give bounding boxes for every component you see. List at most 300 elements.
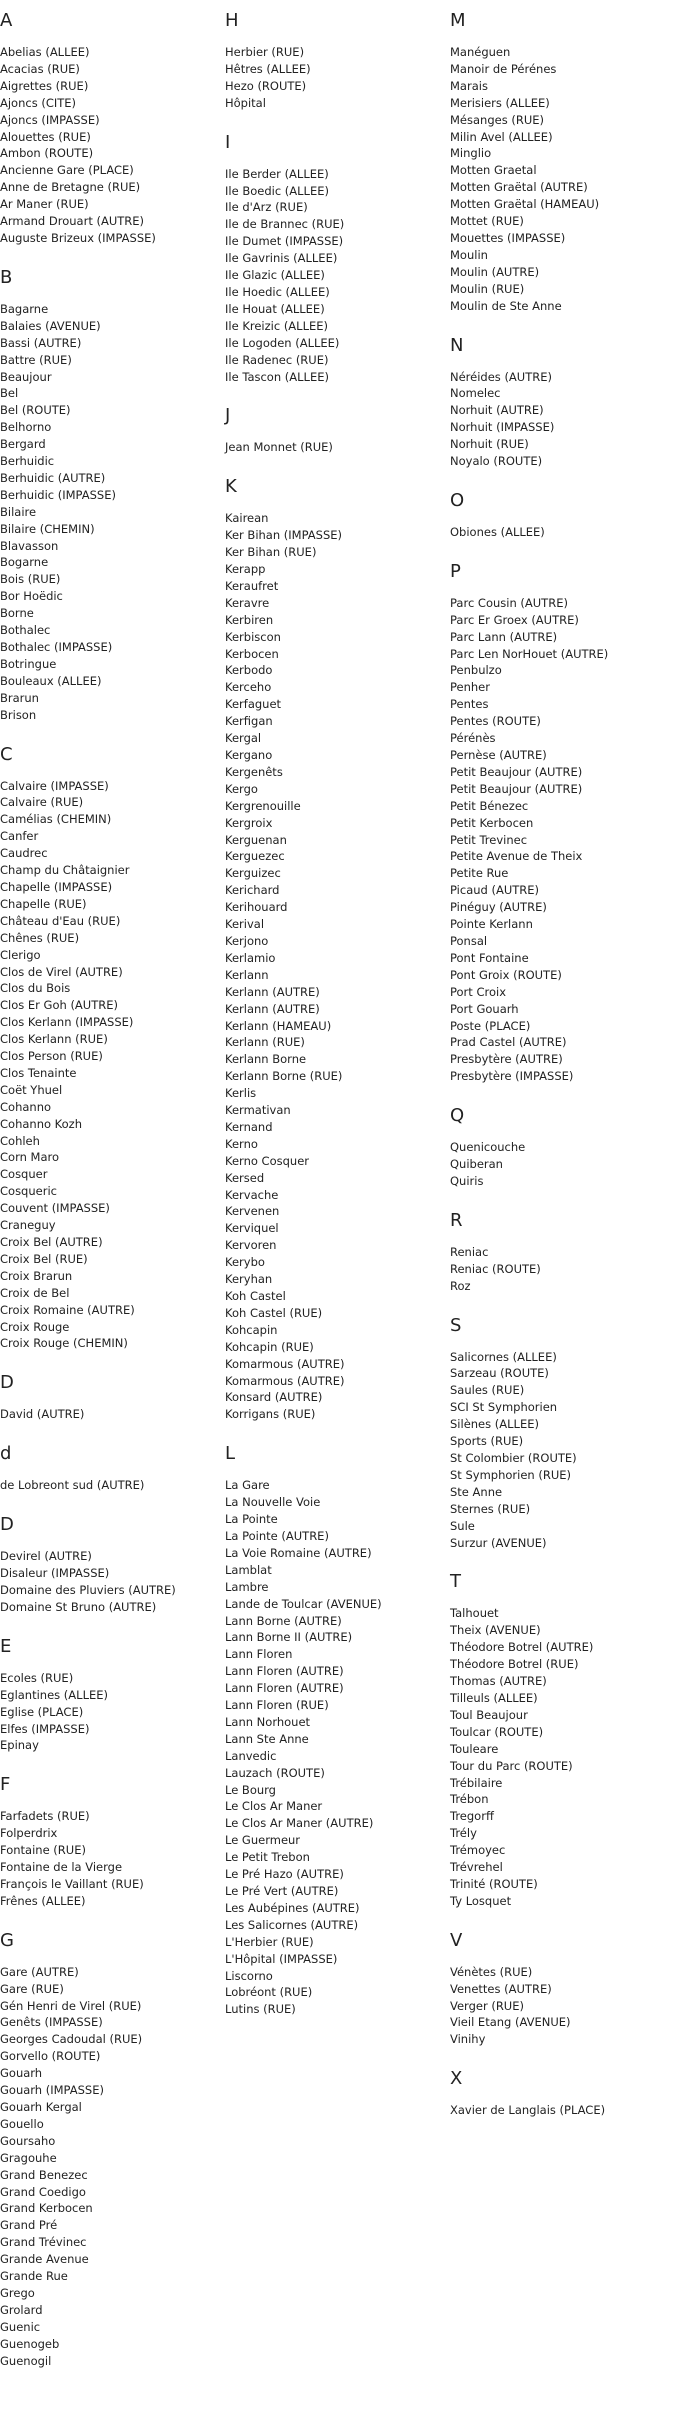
- street-item[interactable]: Bagarne: [0, 301, 49, 316]
- street-item[interactable]: Moulin (RUE): [450, 281, 525, 296]
- street-item[interactable]: Lann Floren (RUE): [225, 1698, 329, 1713]
- street-item[interactable]: Kerlann (AUTRE): [225, 984, 320, 999]
- street-item[interactable]: Konsard (AUTRE): [225, 1390, 323, 1405]
- street-item[interactable]: David (AUTRE): [0, 1407, 85, 1422]
- street-item[interactable]: Bor Hoëdic: [0, 589, 63, 604]
- street-item[interactable]: Mouettes (IMPASSE): [450, 230, 566, 245]
- street-item[interactable]: Tour du Parc (ROUTE): [450, 1758, 573, 1773]
- street-item[interactable]: Ajoncs (CITE): [0, 95, 77, 110]
- street-item[interactable]: Pentes (ROUTE): [450, 714, 541, 729]
- street-item[interactable]: Pointe Kerlann: [450, 917, 533, 932]
- street-item[interactable]: Kerjono: [225, 933, 269, 948]
- street-item[interactable]: Trinité (ROUTE): [450, 1876, 538, 1891]
- street-item[interactable]: Herbier (RUE): [225, 45, 305, 59]
- street-item[interactable]: Croix Bel (RUE): [0, 1251, 88, 1266]
- street-item[interactable]: Cosquer: [0, 1167, 48, 1182]
- street-item[interactable]: Pérénès: [450, 731, 496, 746]
- street-item[interactable]: Pont Groix (ROUTE): [450, 967, 562, 982]
- street-item[interactable]: Surzur (AVENUE): [450, 1535, 547, 1550]
- street-item[interactable]: Silènes (ALLEE): [450, 1417, 539, 1432]
- street-item[interactable]: Moulin (AUTRE): [450, 264, 540, 279]
- street-item[interactable]: Sternes (RUE): [450, 1501, 531, 1516]
- street-item[interactable]: Manéguen: [450, 45, 511, 59]
- street-item[interactable]: Hezo (ROUTE): [225, 78, 307, 93]
- street-item[interactable]: L'Herbier (RUE): [225, 1934, 314, 1949]
- street-item[interactable]: Croix Romaine (AUTRE): [0, 1302, 135, 1317]
- street-item[interactable]: Théodore Botrel (RUE): [450, 1657, 579, 1672]
- street-item[interactable]: Le Pré Hazo (AUTRE): [225, 1867, 344, 1882]
- street-item[interactable]: Xavier de Langlais (PLACE): [450, 2103, 606, 2118]
- street-item[interactable]: Grolard: [0, 2302, 43, 2317]
- street-item[interactable]: Kerbocen: [225, 646, 279, 661]
- street-item[interactable]: Korrigans (RUE): [225, 1407, 316, 1422]
- street-item[interactable]: Pont Fontaine: [450, 950, 529, 965]
- street-item[interactable]: Ile de Brannec (RUE): [225, 217, 345, 232]
- street-item[interactable]: Kerceho: [225, 680, 272, 695]
- street-item[interactable]: Petit Trevinec: [450, 832, 528, 847]
- street-item[interactable]: Corn Maro: [0, 1150, 60, 1165]
- street-item[interactable]: Ile Hoedic (ALLEE): [225, 284, 330, 299]
- street-item[interactable]: Ile Dumet (IMPASSE): [225, 234, 344, 249]
- street-item[interactable]: Saules (RUE): [450, 1383, 525, 1398]
- street-item[interactable]: Penbulzo: [450, 663, 502, 678]
- street-item[interactable]: Reniac (ROUTE): [450, 1261, 541, 1276]
- street-item[interactable]: Verger (RUE): [450, 1998, 524, 2013]
- street-item[interactable]: Farfadets (RUE): [0, 1809, 90, 1824]
- street-item[interactable]: Vieil Etang (AVENUE): [450, 2015, 571, 2030]
- street-item[interactable]: Kerlis: [225, 1086, 257, 1101]
- street-item[interactable]: Gouarh: [0, 2066, 43, 2081]
- street-item[interactable]: Ile Tascon (ALLEE): [225, 369, 329, 384]
- street-item[interactable]: Aigrettes (RUE): [0, 78, 89, 93]
- street-item[interactable]: Minglio: [450, 146, 492, 161]
- street-item[interactable]: Ambon (ROUTE): [0, 146, 94, 161]
- street-item[interactable]: Parc Len NorHouet (AUTRE): [450, 646, 609, 661]
- street-item[interactable]: Frênes (ALLEE): [0, 1893, 86, 1908]
- street-item[interactable]: Chênes (RUE): [0, 930, 80, 945]
- street-item[interactable]: Kerihouard: [225, 900, 288, 915]
- street-item[interactable]: Komarmous (AUTRE): [225, 1356, 345, 1371]
- street-item[interactable]: Cohleh: [0, 1133, 40, 1148]
- street-item[interactable]: Guenic: [0, 2319, 41, 2334]
- street-item[interactable]: Calvaire (RUE): [0, 795, 84, 810]
- street-item[interactable]: Kermativan: [225, 1103, 291, 1118]
- street-item[interactable]: Lann Ste Anne: [225, 1731, 309, 1746]
- street-item[interactable]: Beaujour: [0, 369, 52, 384]
- street-item[interactable]: Mottet (RUE): [450, 214, 524, 229]
- street-item[interactable]: Reniac: [450, 1244, 489, 1259]
- street-item[interactable]: Gare (AUTRE): [0, 1964, 79, 1979]
- street-item[interactable]: Bogarne: [0, 555, 49, 570]
- street-item[interactable]: Le Petit Trebon: [225, 1850, 310, 1865]
- street-item[interactable]: Lann Norhouet: [225, 1714, 311, 1729]
- street-item[interactable]: Kervoren: [225, 1238, 277, 1253]
- street-item[interactable]: Coët Yhuel: [0, 1082, 63, 1097]
- street-item[interactable]: Petit Kerbocen: [450, 815, 534, 830]
- street-item[interactable]: La Pointe (AUTRE): [225, 1528, 329, 1543]
- street-item[interactable]: Belhorno: [0, 420, 52, 435]
- street-item[interactable]: St Colombier (ROUTE): [450, 1451, 577, 1465]
- street-item[interactable]: Norhuit (AUTRE): [450, 403, 544, 418]
- street-item[interactable]: Ile Radenec (RUE): [225, 352, 329, 367]
- street-item[interactable]: Lann Floren (AUTRE): [225, 1681, 344, 1696]
- street-item[interactable]: Bassi (AUTRE): [0, 335, 82, 350]
- street-item[interactable]: Kerbodo: [225, 663, 273, 678]
- street-item[interactable]: Canfer: [0, 829, 39, 844]
- street-item[interactable]: Ker Bihan (IMPASSE): [225, 528, 343, 543]
- street-item[interactable]: Grand Coedigo: [0, 2184, 86, 2199]
- street-item[interactable]: Obiones (ALLEE): [450, 524, 545, 539]
- street-item[interactable]: Norhuit (IMPASSE): [450, 420, 555, 435]
- street-item[interactable]: Penher: [450, 680, 490, 695]
- street-item[interactable]: Parc Lann (AUTRE): [450, 629, 558, 644]
- street-item[interactable]: Gorvello (ROUTE): [0, 2049, 101, 2064]
- street-item[interactable]: Bothalec (IMPASSE): [0, 640, 113, 654]
- street-item[interactable]: Bois (RUE): [0, 572, 61, 587]
- street-item[interactable]: Ty Losquet: [450, 1893, 512, 1908]
- street-item[interactable]: Roz: [450, 1278, 471, 1293]
- street-item[interactable]: Ile d'Arz (RUE): [225, 200, 308, 215]
- street-item[interactable]: Bilaire: [0, 504, 37, 519]
- street-item[interactable]: Kerichard: [225, 883, 280, 898]
- street-item[interactable]: Norhuit (RUE): [450, 437, 529, 452]
- street-item[interactable]: Acacias (RUE): [0, 61, 80, 76]
- street-item[interactable]: Kerlann: [225, 967, 269, 982]
- street-item[interactable]: Cohanno: [0, 1099, 52, 1114]
- street-item[interactable]: Quiris: [450, 1173, 484, 1188]
- street-item[interactable]: Kerfaguet: [225, 697, 282, 712]
- street-item[interactable]: Kerguezec: [225, 849, 285, 864]
- street-item[interactable]: Kerno: [225, 1136, 258, 1151]
- street-item[interactable]: Couvent (IMPASSE): [0, 1201, 110, 1216]
- street-item[interactable]: Lauzach (ROUTE): [225, 1765, 325, 1780]
- street-item[interactable]: Le Clos Ar Maner: [225, 1799, 323, 1814]
- street-item[interactable]: Motten Graëtal (HAMEAU): [450, 197, 600, 212]
- street-item[interactable]: La Gare: [225, 1478, 270, 1493]
- street-item[interactable]: Le Clos Ar Maner (AUTRE): [225, 1816, 374, 1831]
- street-item[interactable]: Néréides (AUTRE): [450, 369, 552, 384]
- street-item[interactable]: Talhouet: [450, 1606, 499, 1621]
- street-item[interactable]: Ile Houat (ALLEE): [225, 301, 325, 316]
- street-item[interactable]: Marais: [450, 78, 488, 93]
- street-item[interactable]: Kerguizec: [225, 866, 281, 881]
- street-item[interactable]: Komarmous (AUTRE): [225, 1373, 345, 1388]
- street-item[interactable]: Toulcar (ROUTE): [450, 1724, 544, 1739]
- street-item[interactable]: Ile Logoden (ALLEE): [225, 335, 340, 350]
- street-item[interactable]: Gén Henri de Virel (RUE): [0, 1998, 142, 2013]
- street-item[interactable]: Gouarh (IMPASSE): [0, 2083, 104, 2098]
- street-item[interactable]: Kerviquel: [225, 1221, 279, 1236]
- street-item[interactable]: Kervache: [225, 1187, 279, 1202]
- street-item[interactable]: Kerlann Borne: [225, 1052, 307, 1067]
- street-item[interactable]: Thomas (AUTRE): [450, 1674, 547, 1689]
- street-item[interactable]: Koh Castel (RUE): [225, 1305, 323, 1320]
- street-item[interactable]: Kerfigan: [225, 714, 273, 729]
- street-item[interactable]: Grande Avenue: [0, 2252, 89, 2267]
- street-item[interactable]: Manoir de Pérénes: [450, 61, 557, 76]
- street-item[interactable]: Gragouhe: [0, 2150, 57, 2165]
- street-item[interactable]: Nomelec: [450, 386, 501, 401]
- street-item[interactable]: Clos Kerlann (RUE): [0, 1032, 108, 1047]
- street-item[interactable]: Bergard: [0, 437, 46, 452]
- street-item[interactable]: Pinéguy (AUTRE): [450, 900, 547, 915]
- street-item[interactable]: Kergal: [225, 731, 262, 746]
- street-item[interactable]: Fontaine de la Vierge: [0, 1860, 123, 1875]
- street-item[interactable]: Sule: [450, 1518, 475, 1533]
- street-item[interactable]: Port Gouarh: [450, 1001, 519, 1016]
- street-item[interactable]: Presbytère (IMPASSE): [450, 1069, 574, 1084]
- street-item[interactable]: Poste (PLACE): [450, 1018, 531, 1033]
- street-item[interactable]: Croix Bel (AUTRE): [0, 1235, 103, 1249]
- street-item[interactable]: Ponsal: [450, 933, 488, 948]
- street-item[interactable]: Ajoncs (IMPASSE): [0, 112, 100, 127]
- street-item[interactable]: La Nouvelle Voie: [225, 1495, 321, 1510]
- street-item[interactable]: Theix (AVENUE): [450, 1623, 541, 1638]
- street-item[interactable]: Folperdrix: [0, 1826, 58, 1841]
- street-item[interactable]: Sarzeau (ROUTE): [450, 1366, 549, 1381]
- street-item[interactable]: Clerigo: [0, 947, 41, 962]
- street-item[interactable]: Lutins (RUE): [225, 2002, 296, 2017]
- street-item[interactable]: Liscorno: [225, 1968, 273, 1983]
- street-item[interactable]: Kerlann (AUTRE): [225, 1001, 320, 1016]
- street-item[interactable]: Kerybo: [225, 1255, 265, 1270]
- street-item[interactable]: Alouettes (RUE): [0, 129, 91, 144]
- street-item[interactable]: Grande Rue: [0, 2269, 68, 2284]
- street-item[interactable]: Pentes: [450, 697, 489, 712]
- street-item[interactable]: Motten Graetal: [450, 163, 537, 178]
- street-item[interactable]: Brarun: [0, 690, 39, 705]
- street-item[interactable]: Grand Kerbocen: [0, 2201, 93, 2216]
- street-item[interactable]: Venettes (AUTRE): [450, 1981, 552, 1996]
- street-item[interactable]: Gouarh Kergal: [0, 2100, 82, 2114]
- street-item[interactable]: Prad Castel (AUTRE): [450, 1035, 567, 1050]
- street-item[interactable]: Kerbiscon: [225, 629, 281, 644]
- street-item[interactable]: Grand Benezec: [0, 2167, 88, 2182]
- street-item[interactable]: Guenogil: [0, 2353, 52, 2368]
- street-item[interactable]: Cohanno Kozh: [0, 1116, 82, 1131]
- street-item[interactable]: Champ du Châtaignier: [0, 863, 130, 878]
- street-item[interactable]: SCI St Symphorien: [450, 1400, 558, 1415]
- street-item[interactable]: Blavasson: [0, 538, 59, 553]
- street-item[interactable]: Lann Borne (AUTRE): [225, 1613, 342, 1628]
- street-item[interactable]: La Pointe: [225, 1512, 278, 1527]
- street-item[interactable]: Kohcapin: [225, 1322, 278, 1337]
- street-item[interactable]: Quiberan: [450, 1157, 503, 1172]
- street-item[interactable]: Clos Er Goh (AUTRE): [0, 998, 118, 1013]
- street-item[interactable]: Quenicouche: [450, 1140, 526, 1155]
- street-item[interactable]: Pernèse (AUTRE): [450, 748, 547, 762]
- street-item[interactable]: Tregorff: [450, 1809, 494, 1824]
- street-item[interactable]: Petite Avenue de Theix: [450, 849, 583, 864]
- street-item[interactable]: Salicornes (ALLEE): [450, 1349, 557, 1364]
- street-item[interactable]: Picaud (AUTRE): [450, 883, 540, 898]
- street-item[interactable]: Ile Berder (ALLEE): [225, 166, 329, 181]
- street-item[interactable]: Grego: [0, 2285, 35, 2300]
- street-item[interactable]: Bothalec: [0, 623, 51, 638]
- street-item[interactable]: Les Salicornes (AUTRE): [225, 1917, 359, 1932]
- street-item[interactable]: Lande de Toulcar (AVENUE): [225, 1596, 382, 1611]
- street-item[interactable]: Keravre: [225, 595, 270, 610]
- street-item[interactable]: Kerlann (HAMEAU): [225, 1018, 332, 1033]
- street-item[interactable]: Parc Cousin (AUTRE): [450, 595, 568, 610]
- street-item[interactable]: Caudrec: [0, 846, 48, 861]
- street-item[interactable]: Vénètes (RUE): [450, 1964, 533, 1979]
- street-item[interactable]: Kerno Cosquer: [225, 1153, 309, 1168]
- street-item[interactable]: Lann Floren: [225, 1647, 293, 1662]
- street-item[interactable]: Merisiers (ALLEE): [450, 95, 550, 110]
- street-item[interactable]: Disaleur (IMPASSE): [0, 1566, 110, 1581]
- street-item[interactable]: Berhuidic (IMPASSE): [0, 487, 116, 502]
- street-item[interactable]: Armand Drouart (AUTRE): [0, 214, 145, 229]
- street-item[interactable]: Kerlann Borne (RUE): [225, 1069, 343, 1084]
- street-item[interactable]: Ile Kreizic (ALLEE): [225, 318, 329, 333]
- street-item[interactable]: Georges Cadoudal (RUE): [0, 2032, 143, 2047]
- street-item[interactable]: St Symphorien (RUE): [450, 1467, 571, 1482]
- street-item[interactable]: Ker Bihan (RUE): [225, 545, 317, 560]
- street-item[interactable]: Port Croix: [450, 984, 506, 999]
- street-item[interactable]: Le Pré Vert (AUTRE): [225, 1884, 339, 1898]
- street-item[interactable]: Ecoles (RUE): [0, 1670, 74, 1685]
- street-item[interactable]: Bilaire (CHEMIN): [0, 521, 95, 536]
- street-item[interactable]: Brison: [0, 707, 37, 722]
- street-item[interactable]: Domaine St Bruno (AUTRE): [0, 1599, 157, 1614]
- street-item[interactable]: Clos Person (RUE): [0, 1049, 103, 1064]
- street-item[interactable]: Hôpital: [225, 95, 266, 110]
- street-item[interactable]: Borne: [0, 606, 34, 621]
- street-item[interactable]: Elfes (IMPASSE): [0, 1721, 90, 1736]
- street-item[interactable]: Ancienne Gare (PLACE): [0, 163, 134, 178]
- street-item[interactable]: Eglantines (ALLEE): [0, 1687, 108, 1702]
- street-item[interactable]: Trébilaire: [450, 1775, 503, 1790]
- street-item[interactable]: Gare (RUE): [0, 1981, 64, 1996]
- street-item[interactable]: Petit Beaujour (AUTRE): [450, 764, 583, 779]
- street-item[interactable]: Kergroix: [225, 815, 273, 830]
- street-item[interactable]: Les Aubépines (AUTRE): [225, 1900, 360, 1915]
- street-item[interactable]: Moulin de Ste Anne: [450, 298, 562, 313]
- street-item[interactable]: Keryhan: [225, 1272, 273, 1287]
- street-item[interactable]: Kerapp: [225, 562, 266, 577]
- street-item[interactable]: Croix de Bel: [0, 1285, 70, 1300]
- street-item[interactable]: Kerbiren: [225, 612, 274, 627]
- street-item[interactable]: Chapelle (IMPASSE): [0, 879, 113, 894]
- street-item[interactable]: Croix Rouge: [0, 1319, 70, 1334]
- street-item[interactable]: Parc Er Groex (AUTRE): [450, 612, 579, 627]
- street-item[interactable]: Epinay: [0, 1738, 39, 1753]
- street-item[interactable]: Camélias (CHEMIN): [0, 812, 112, 827]
- street-item[interactable]: Kergo: [225, 781, 258, 796]
- street-item[interactable]: Clos de Virel (AUTRE): [0, 964, 123, 979]
- street-item[interactable]: Tilleuls (ALLEE): [450, 1690, 538, 1705]
- street-item[interactable]: Craneguy: [0, 1218, 56, 1233]
- street-item[interactable]: Battre (RUE): [0, 352, 72, 367]
- street-item[interactable]: Vinihy: [450, 2032, 486, 2047]
- street-item[interactable]: La Voie Romaine (AUTRE): [225, 1545, 372, 1560]
- street-item[interactable]: Petit Bénezec: [450, 798, 529, 813]
- street-item[interactable]: Trély: [450, 1826, 477, 1841]
- street-item[interactable]: Goursaho: [0, 2133, 56, 2148]
- street-item[interactable]: Keraufret: [225, 578, 279, 593]
- street-item[interactable]: Balaies (AVENUE): [0, 318, 101, 333]
- street-item[interactable]: Clos Tenainte: [0, 1065, 77, 1080]
- street-item[interactable]: Clos Kerlann (IMPASSE): [0, 1015, 134, 1030]
- street-item[interactable]: Ile Gavrinis (ALLEE): [225, 251, 338, 266]
- street-item[interactable]: de Lobreont sud (AUTRE): [0, 1478, 145, 1493]
- street-item[interactable]: Kohcapin (RUE): [225, 1339, 314, 1354]
- street-item[interactable]: Kerival: [225, 917, 265, 932]
- street-item[interactable]: Bel (ROUTE): [0, 403, 71, 418]
- street-item[interactable]: Toul Beaujour: [450, 1707, 528, 1722]
- street-item[interactable]: Anne de Bretagne (RUE): [0, 180, 141, 195]
- street-item[interactable]: Gouello: [0, 2116, 44, 2131]
- street-item[interactable]: Grand Pré: [0, 2218, 58, 2233]
- street-item[interactable]: Lann Borne II (AUTRE): [225, 1630, 353, 1645]
- street-item[interactable]: Eglise (PLACE): [0, 1704, 84, 1719]
- street-item[interactable]: Trévrehel: [450, 1860, 503, 1875]
- street-item[interactable]: Bouleaux (ALLEE): [0, 673, 102, 688]
- street-item[interactable]: Kerlamio: [225, 950, 276, 965]
- street-item[interactable]: François le Vaillant (RUE): [0, 1876, 144, 1891]
- street-item[interactable]: Croix Rouge (CHEMIN): [0, 1336, 128, 1351]
- street-item[interactable]: Berhuidic: [0, 454, 55, 469]
- street-item[interactable]: Hêtres (ALLEE): [225, 61, 311, 76]
- street-item[interactable]: Noyalo (ROUTE): [450, 454, 543, 469]
- street-item[interactable]: Chapelle (RUE): [0, 896, 87, 911]
- street-item[interactable]: Domaine des Pluviers (AUTRE): [0, 1582, 176, 1597]
- street-item[interactable]: Bel: [0, 386, 19, 401]
- street-item[interactable]: Abelias (ALLEE): [0, 45, 90, 59]
- street-item[interactable]: Lobréont (RUE): [225, 1985, 313, 2000]
- street-item[interactable]: Château d'Eau (RUE): [0, 913, 121, 928]
- street-item[interactable]: Clos du Bois: [0, 981, 71, 996]
- street-item[interactable]: Jean Monnet (RUE): [225, 440, 333, 455]
- street-item[interactable]: Kersed: [225, 1170, 265, 1185]
- street-item[interactable]: Milin Avel (ALLEE): [450, 129, 553, 144]
- street-item[interactable]: Kergrenouille: [225, 798, 301, 813]
- street-item[interactable]: Sports (RUE): [450, 1434, 524, 1449]
- street-item[interactable]: Mésanges (RUE): [450, 112, 544, 127]
- street-item[interactable]: Théodore Botrel (AUTRE): [450, 1640, 594, 1655]
- street-item[interactable]: Fontaine (RUE): [0, 1843, 86, 1858]
- street-item[interactable]: Botringue: [0, 656, 57, 671]
- street-item[interactable]: Trébon: [450, 1792, 489, 1807]
- street-item[interactable]: Genêts (IMPASSE): [0, 2015, 103, 2030]
- street-item[interactable]: Kergano: [225, 748, 273, 762]
- street-item[interactable]: Calvaire (IMPASSE): [0, 778, 109, 793]
- street-item[interactable]: Ar Maner (RUE): [0, 197, 89, 212]
- street-item[interactable]: Auguste Brizeux (IMPASSE): [0, 230, 156, 245]
- street-item[interactable]: Ile Boedic (ALLEE): [225, 183, 329, 198]
- street-item[interactable]: Berhuidic (AUTRE): [0, 470, 106, 485]
- street-item[interactable]: Trémoyec: [450, 1843, 506, 1858]
- street-item[interactable]: Moulin: [450, 247, 488, 262]
- street-item[interactable]: Kergenêts: [225, 764, 283, 779]
- street-item[interactable]: Koh Castel: [225, 1289, 286, 1303]
- street-item[interactable]: Presbytère (AUTRE): [450, 1052, 563, 1067]
- street-item[interactable]: L'Hôpital (IMPASSE): [225, 1951, 338, 1966]
- street-item[interactable]: Ste Anne: [450, 1484, 503, 1499]
- street-item[interactable]: Le Bourg: [225, 1782, 276, 1797]
- street-item[interactable]: Devirel (AUTRE): [0, 1549, 92, 1564]
- street-item[interactable]: Le Guermeur: [225, 1833, 301, 1848]
- street-item[interactable]: Kairean: [225, 511, 269, 526]
- street-item[interactable]: Lann Floren (AUTRE): [225, 1664, 344, 1679]
- street-item[interactable]: Lanvedic: [225, 1748, 277, 1763]
- street-item[interactable]: Kernand: [225, 1119, 273, 1134]
- street-item[interactable]: Kervenen: [225, 1204, 280, 1219]
- street-item[interactable]: Lambre: [225, 1579, 269, 1594]
- street-item[interactable]: Petite Rue: [450, 866, 509, 881]
- street-item[interactable]: Touleare: [450, 1741, 499, 1756]
